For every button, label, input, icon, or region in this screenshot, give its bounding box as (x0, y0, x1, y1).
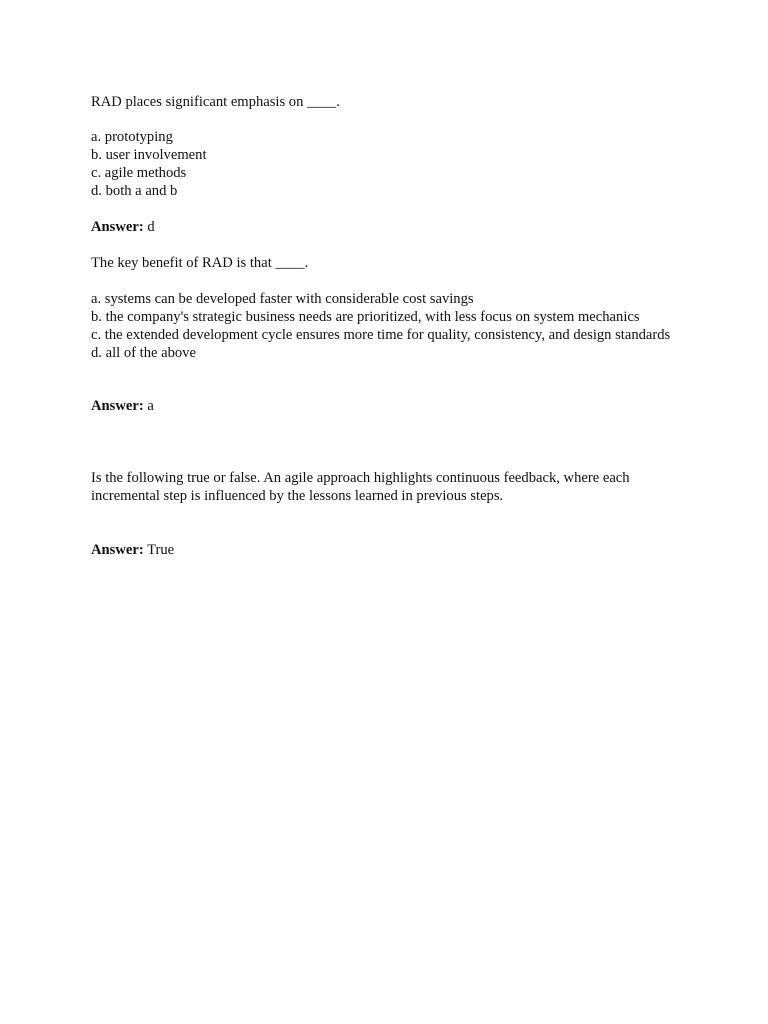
question-1-prompt (91, 93, 671, 111)
option-b: b. the company's strategic business needs are prioritized, with less focus on system mechanics (91, 309, 640, 325)
question-2-prompt (91, 254, 671, 272)
question-text: The key benefit of RAD is that ____. (91, 255, 309, 271)
question-3-answer (91, 541, 671, 559)
question-text: RAD places significant emphasis on ____. (91, 94, 340, 110)
option-d: d. both a and b (91, 183, 178, 199)
option-d: d. all of the above (91, 345, 196, 361)
option-a: a. systems can be developed faster with considerable cost savings (91, 291, 474, 307)
question-2-options (91, 290, 671, 362)
answer-label: Answer: (91, 542, 144, 558)
answer-label: Answer: (91, 398, 144, 414)
option-b: b. user involvement (91, 147, 207, 163)
answer-value: d (143, 219, 155, 235)
answer-value: True (143, 542, 175, 558)
question-text: Is the following true or false. An agile approach highlights continuous feedback, where each incremental step is influenced by the lessons learned in previous steps. (91, 470, 630, 504)
option-a: a. prototyping (91, 129, 173, 145)
option-c: c. agile methods (91, 165, 187, 181)
answer-value: a (143, 398, 154, 414)
option-c: c. the extended development cycle ensures more time for quality, consistency, and design standards (91, 327, 671, 343)
question-1-answer (91, 218, 671, 236)
question-2-answer (91, 397, 671, 415)
question-1-options (91, 128, 671, 200)
question-3-prompt (91, 469, 671, 505)
answer-label: Answer: (91, 219, 144, 235)
